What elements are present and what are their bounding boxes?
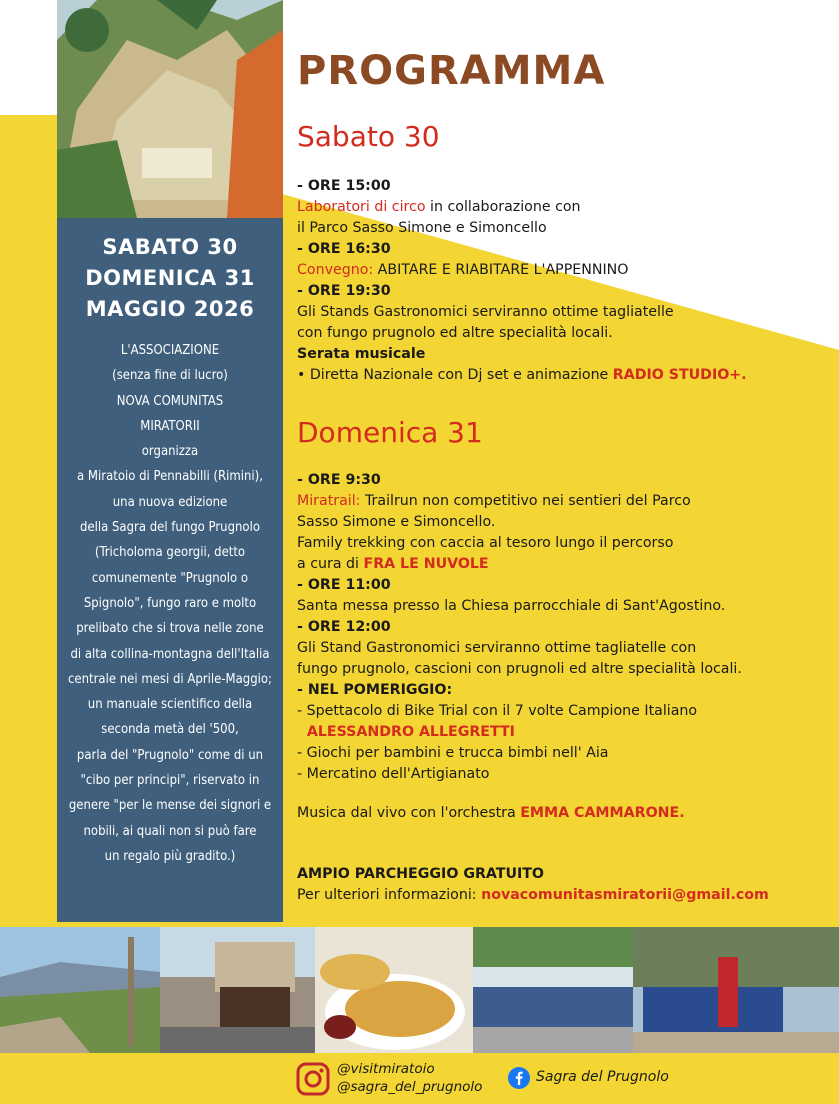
saturday-heading: Sabato 30 [297,120,440,153]
description-line: MIRATORII [140,418,200,434]
description-line: centrale nei mesi di Aprile-Maggio; [68,671,272,687]
description-line: di alta collina-montagna dell'Italia [70,646,270,662]
event-name: RADIO STUDIO+. [612,367,747,383]
schedule-line: Sasso Simone e Simoncello. [297,514,496,530]
description-line: della Sagra del fungo Prugnolo [80,520,260,536]
description-line: un regalo più gradito.) [104,848,236,864]
time-label: - ORE 9:30 [297,472,381,488]
facebook-icon[interactable] [508,1067,530,1089]
schedule-line: Gli Stands Gastronomici serviranno ottime tagliatelle [297,304,674,320]
stage-performer-photo [633,927,839,1053]
time-label: - ORE 19:30 [297,283,391,299]
event-name: Convegno: [297,262,374,278]
schedule-line: Family trekking con caccia al tesoro lungo il percorso [297,535,674,551]
schedule-item [297,260,827,281]
description-line: seconda metà del '500, [101,722,239,738]
description-line: prelibato che si trova nelle zone [76,621,264,637]
description-line: L'ASSOCIAZIONE [120,343,220,358]
date-line: MAGGIO 2026 [85,297,255,321]
schedule-line: Gli Stand Gastronomici serviranno ottime tagliatelle con [297,640,697,656]
saturday-schedule [297,176,827,386]
time-label: - ORE 11:00 [297,577,391,593]
event-detail: a cura di [297,556,364,572]
event-name: Miratrail: [297,493,361,509]
time-label: - ORE 12:00 [297,619,391,635]
description-line: NOVA COMUNITAS [116,393,224,409]
landscape-photo [0,927,160,1053]
parking-note: AMPIO PARCHEGGIO GRATUITO [297,866,544,882]
afternoon-heading: - NEL POMERIGGIO: [297,682,453,698]
schedule-item [297,197,827,218]
schedule-item [297,554,827,575]
event-name: Laboratori di circo [297,199,426,215]
description-line: genere "per le mense dei signori e [68,798,272,814]
info-label: Per ulteriori informazioni: [297,887,482,903]
date-line: DOMENICA 31 [85,266,255,290]
description-line: Spignolo", fungo raro e molto [83,595,257,611]
description-line: una nuova edizione [112,494,228,510]
schedule-line: il Parco Sasso Simone e Simoncello [297,220,547,236]
pasta-dish-photo [315,927,473,1053]
instagram-handle[interactable]: @visitmiratoio [337,1061,435,1077]
facebook-page-name[interactable]: Sagra del Prugnolo [536,1069,669,1085]
event-detail: in collaborazione con [425,199,581,215]
schedule-line: - Giochi per bambini e trucca bimbi nell' Aia [297,745,609,761]
schedule-line: - Mercatino dell'Artigianato [297,766,490,782]
photo-strip [0,927,839,1053]
event-detail: ABITARE E RIABITARE L'APPENNINO [373,262,629,278]
description-line: a Miratoio di Pennabilli (Rimini), [77,469,263,485]
description-line: (Tricholoma georgii, detto [94,545,246,561]
horse-cart-photo [160,927,315,1053]
event-detail: Trailrun non competitivo nei sentieri del Parco [360,493,691,509]
champion-name: ALESSANDRO ALLEGRETTI [297,724,515,740]
music-heading: Serata musicale [297,346,426,362]
info-line [297,885,827,906]
description-line: organizza [141,444,199,460]
description-line: un manuale scientifico della [87,697,253,713]
event-detail: Musica dal vivo con l'orchestra [297,805,521,821]
instagram-handles[interactable] [337,1060,482,1096]
association-description [60,338,280,869]
description-line: (senza fine di lucro) [112,368,228,384]
schedule-line: fungo prugnolo, cascioni con prugnoli ed altre specialità locali. [297,661,742,677]
sunday-heading: Domenica 31 [297,416,483,449]
dance-crowd-photo [473,927,633,1053]
date-line: SABATO 30 [102,235,238,259]
schedule-line: con fungo prugnolo ed altre specialità locali. [297,325,613,341]
email-link[interactable]: novacomunitasmiratorii@gmail.com [481,887,769,903]
program-title: PROGRAMMA [297,48,606,94]
sunday-schedule [297,470,827,906]
instagram-handle[interactable]: @sagra_del_prugnolo [337,1079,483,1095]
description-line: nobili, ai quali non si può fare [83,823,257,839]
schedule-line: - Spettacolo di Bike Trial con il 7 volte Campione Italiano [297,703,698,719]
instagram-icon[interactable] [296,1062,330,1096]
schedule-line: Santa messa presso la Chiesa parrocchiale di Sant'Agostino. [297,598,726,614]
description-line: parla del "Prugnolo" come di un [76,747,264,763]
event-detail: • Diretta Nazionale con Dj set e animazione [297,367,613,383]
time-label: - ORE 16:30 [297,241,391,257]
event-name: FRA LE NUVOLE [363,556,489,572]
schedule-item [297,803,827,824]
time-label: - ORE 15:00 [297,178,391,194]
event-name: EMMA CAMMARONE. [520,805,685,821]
rock-painting-illustration [57,0,283,218]
schedule-item [297,365,827,386]
schedule-item [297,491,827,512]
description-line: "cibo per principi", riservato in [80,773,260,789]
event-dates [57,232,283,325]
description-line: comunemente "Prugnolo o [91,570,249,586]
